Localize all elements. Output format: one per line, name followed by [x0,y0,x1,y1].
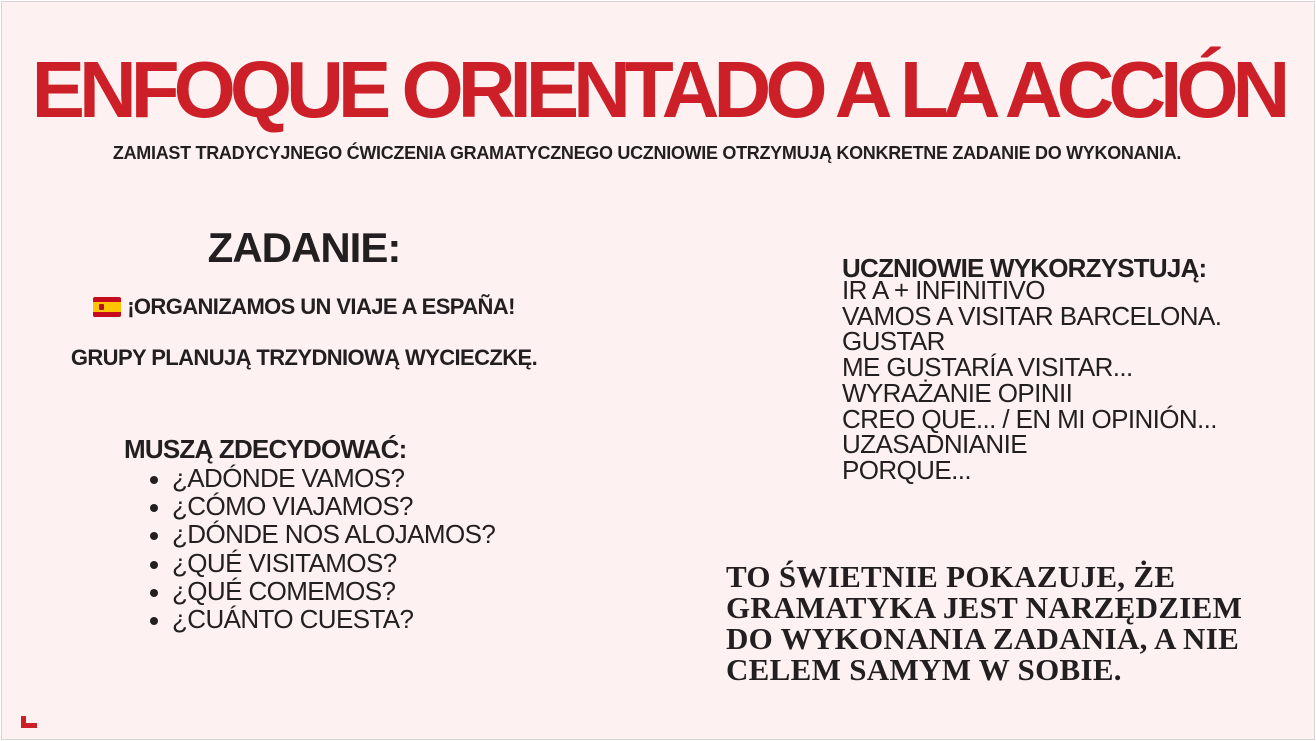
list-item [150,520,495,548]
uses-heading: UCZNIOWIE WYKORZYSTUJĄ: [842,253,1207,283]
bullet-icon [150,561,158,569]
question-text: ¿QUÉ COMEMOS? [172,575,396,606]
question-text: ¿DÓNDE NOS ALOJAMOS? [172,519,496,550]
question-text: ¿CUÁNTO CUESTA? [172,604,414,635]
task-heading: ZADANIE: [207,224,401,271]
list-item: GUSTAR [842,326,945,357]
question-text: ¿ADÓNDE VAMOS? [172,463,405,493]
list-item: IR A + INFINITIVO [842,275,1045,305]
task-title-text: ¡ORGANIZAMOS UN VIAJE A ESPAÑA! [127,294,515,319]
task-description: GRUPY PLANUJĄ TRZYDNIOWĄ WYCIECZKĘ. [70,345,538,370]
question-text: ¿CÓMO VIAJAMOS? [172,491,413,522]
uses-list [842,275,1222,485]
list-item [150,464,495,492]
list-item [150,549,495,577]
bullet-icon [150,532,158,540]
slide-subtitle: ZAMIAST TRADYCYJNEGO ĆWICZENIA GRAMATYCZNEGO UCZNIOWIE OTRZYMUJĄ KONKRETNE ZADANIE DO WYKONANIA. [112,143,1182,163]
list-item [150,492,495,520]
task-title [2,294,606,320]
bullet-icon [150,589,158,597]
list-item: PORQUE... [842,454,971,485]
question-text: ¿QUÉ VISITAMOS? [172,547,397,578]
bullet-icon [150,504,158,512]
list-item: CREO QUE... / EN MI OPINIÓN... [842,403,1217,434]
slide-title: ENFOQUE ORIENTADO A LA ACCIÓN [31,45,1285,134]
bullet-icon [150,476,158,484]
slide [1,1,1315,740]
decide-heading: MUSZĄ ZDECYDOWAĆ: [124,434,407,464]
questions-list [150,464,495,633]
list-item: ME GUSTARÍA VISITAR... [842,352,1133,383]
bullet-icon [150,617,158,625]
list-item [150,605,495,633]
list-item: WYRAŻANIE OPINII [842,377,1073,408]
list-item: VAMOS A VISITAR BARCELONA. [842,300,1222,331]
list-item: UZASADNIANIE [842,429,1027,460]
list-item [150,577,495,605]
corner-bracket-icon [21,716,37,728]
spain-flag-icon [93,297,121,317]
conclusion-text: TO ŚWIETNIE POKAZUJE, ŻE GRAMATYKA JEST NARZĘDZIEM DO WYKONANIA ZADANIA, A NIE CELEM SAMYM W SOBIE. [726,559,1243,687]
